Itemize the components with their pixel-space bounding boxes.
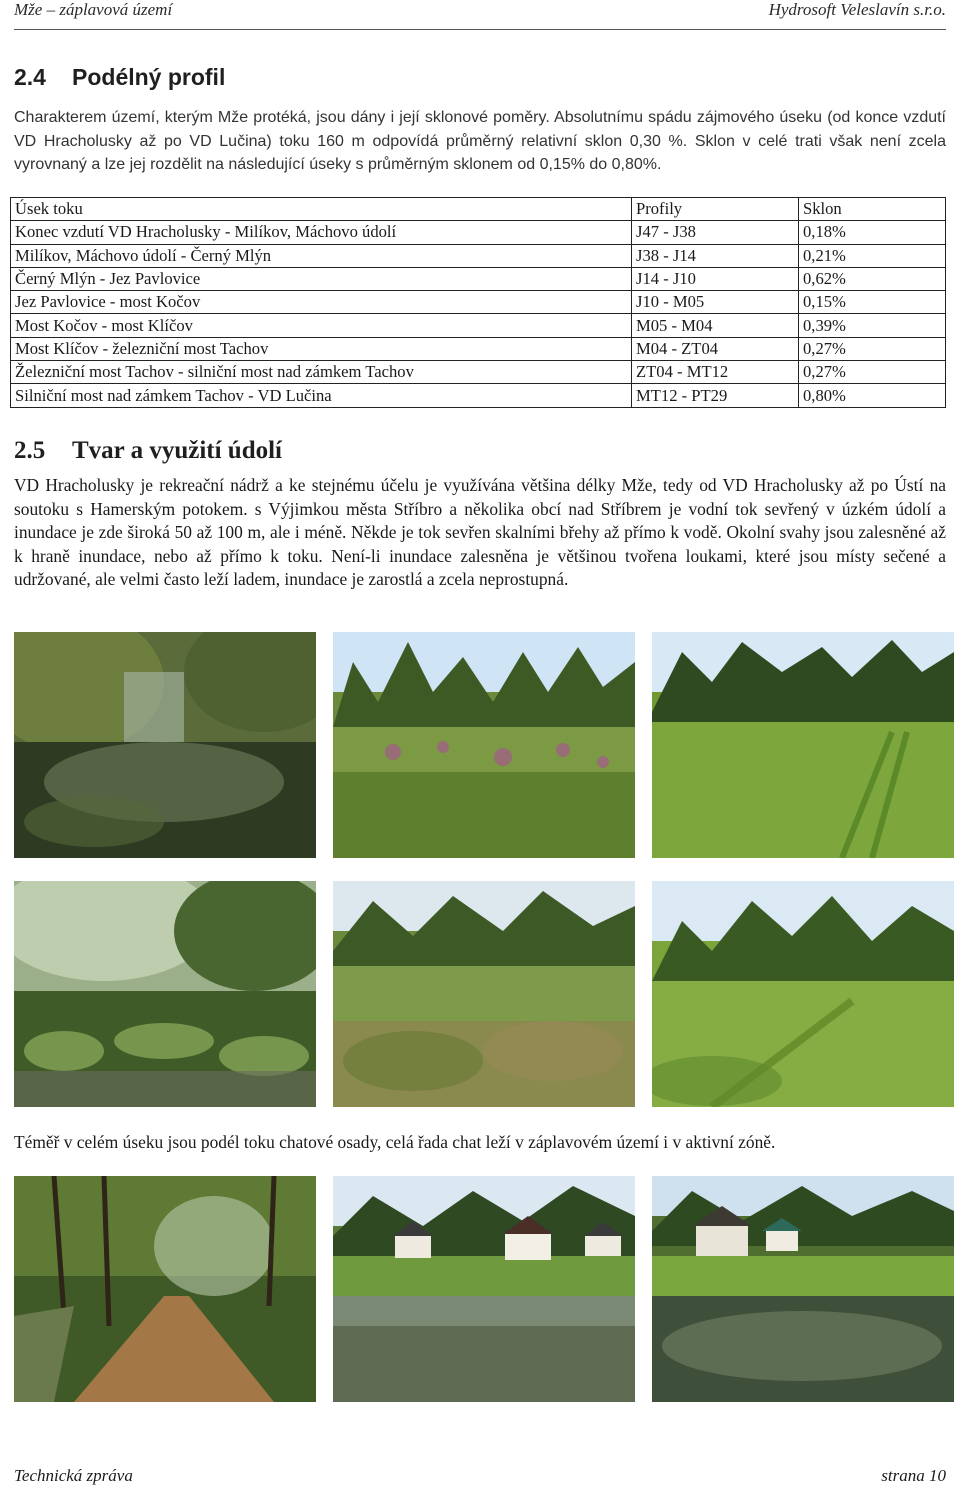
slope-cell: 0,18%	[799, 221, 946, 244]
section-2-5-paragraph: VD Hracholusky je rekreační nádrž a ke stejnému účelu je využívána většina délky Mže, tedy od VD Hracholusky až po Ústí na soutoku s Hamerským potokem. s Výjimkou města Stříbro a několika obcí nad Stříbrem je vodní tok sevřený v úzkém údolí a inundace je zde široká 50 až 100 m, ale i méně. Někde je tok sevřen skalními břehy až přímo k vodě. Okolní svahy jsou zalesněné až k hraně inundace, nebo až přímo k toku. Není-li inundace zalesněna je většinou tvořena loukami, které jsou místy sečené a udržované, ale velmi často leží ladem, inundace je zarostlá a zcela neprostupná.	[14, 475, 946, 589]
slope-cell: 0,21%	[799, 244, 946, 267]
photo-riverside-cottages	[652, 1176, 954, 1402]
table-row	[11, 267, 946, 290]
photo-river-reflection	[14, 632, 316, 858]
table-header-row	[11, 198, 946, 221]
profiles-cell: J38 - J14	[632, 244, 799, 267]
table-row	[11, 337, 946, 360]
profiles-cell: J14 - J10	[632, 267, 799, 290]
table-row	[11, 361, 946, 384]
table-row	[11, 314, 946, 337]
header-document-title: Mže – záplavová území	[14, 0, 173, 19]
table-header-cell: Profily	[632, 198, 799, 221]
slope-cell: 0,80%	[799, 384, 946, 407]
table-row	[11, 244, 946, 267]
footer-page-number: strana 10	[881, 1466, 946, 1485]
table-row	[11, 291, 946, 314]
profiles-cell: J47 - J38	[632, 221, 799, 244]
profiles-cell: M04 - ZT04	[632, 337, 799, 360]
slope-cell: 0,62%	[799, 267, 946, 290]
section-cell: Černý Mlýn - Jez Pavlovice	[11, 267, 632, 290]
cottages-paragraph: Téměř v celém úseku jsou podél toku chatové osady, celá řada chat leží v záplavovém území i v aktivní zóně.	[14, 1132, 776, 1152]
slope-cell: 0,15%	[799, 291, 946, 314]
section-cell: Milíkov, Máchovo údolí - Černý Mlýn	[11, 244, 632, 267]
section-2-5-heading	[14, 437, 282, 465]
page-footer	[14, 1466, 946, 1486]
photo-cottage-settlement	[333, 1176, 635, 1402]
profiles-cell: M05 - M04	[632, 314, 799, 337]
header-rule	[14, 29, 946, 30]
slope-cell: 0,27%	[799, 361, 946, 384]
footer-report-name: Technická zpráva	[14, 1466, 133, 1485]
section-cell: Konec vzdutí VD Hracholusky - Milíkov, Máchovo údolí	[11, 221, 632, 244]
table-row	[11, 384, 946, 407]
profiles-cell: J10 - M05	[632, 291, 799, 314]
photo-forest-path	[14, 1176, 316, 1402]
section-2-4-heading	[14, 64, 225, 91]
section-2-4-title: Podélný profil	[72, 64, 226, 90]
section-cell: Silniční most nad zámkem Tachov - VD Lučina	[11, 384, 632, 407]
section-2-5-number: 2.5	[14, 437, 46, 464]
slope-cell: 0,27%	[799, 337, 946, 360]
photo-mown-meadow	[652, 632, 954, 858]
section-2-5-title: Tvar a využití údolí	[72, 437, 282, 464]
page-header	[14, 0, 946, 28]
slope-table	[10, 197, 946, 408]
header-company: Hydrosoft Veleslavín s.r.o.	[768, 0, 946, 19]
photo-meadow-wildflowers	[333, 632, 635, 858]
photo-overgrown-floodplain	[333, 881, 635, 1107]
photo-valley-meadow	[652, 881, 954, 1107]
photo-misty-river-bank	[14, 881, 316, 1107]
profiles-cell: ZT04 - MT12	[632, 361, 799, 384]
section-cell: Most Klíčov - železniční most Tachov	[11, 337, 632, 360]
profiles-cell: MT12 - PT29	[632, 384, 799, 407]
section-2-4-number: 2.4	[14, 64, 46, 90]
section-cell: Jez Pavlovice - most Kočov	[11, 291, 632, 314]
section-2-4-paragraph: Charakterem území, kterým Mže protéká, jsou dány i její sklonové poměry. Absolutnímu spádu zájmového úseku (od konce vzdutí VD Hracholusky až po VD Lučina) toku 160 m odpovídá průměrný relativní sklon 0,30 %. Sklon v celé trati však není zcela vyrovnaný a lze jej rozdělit na následující úseky s průměrným sklonem od 0,15% do 0,80%.	[14, 109, 946, 173]
section-cell: Železniční most Tachov - silniční most nad zámkem Tachov	[11, 361, 632, 384]
table-row	[11, 221, 946, 244]
section-cell: Most Kočov - most Klíčov	[11, 314, 632, 337]
table-header-cell: Úsek toku	[11, 198, 632, 221]
table-header-cell: Sklon	[799, 198, 946, 221]
slope-cell: 0,39%	[799, 314, 946, 337]
